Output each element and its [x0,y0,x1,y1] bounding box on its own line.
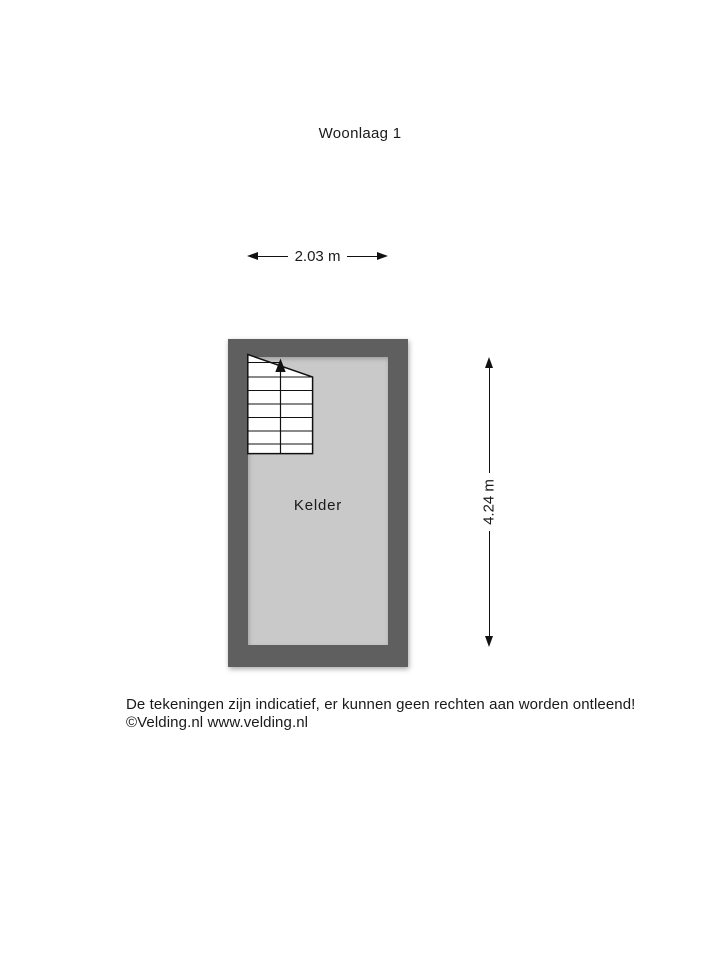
width-dimension-label: 2.03 m [294,247,341,265]
width-dimension [247,249,388,263]
staircase [247,353,314,455]
disclaimer [126,696,635,731]
height-dimension-label-wrap [481,473,497,531]
dimension-line-bottom [489,531,490,636]
arrow-up-icon [485,357,493,368]
disclaimer-line2: ©Velding.nl www.velding.nl [126,713,309,731]
arrow-down-icon [485,636,493,647]
arrow-right-icon [377,252,388,260]
height-dimension-label: 4.24 m [480,479,498,525]
dimension-line-top [489,368,490,473]
disclaimer-line1: De tekeningen zijn indicatief, er kunnen geen rechten aan worden ontleend! [126,696,636,713]
dimension-line-left [258,256,288,257]
room-label: Kelder [293,497,343,514]
arrow-left-icon [247,252,258,260]
dimension-line-right [347,256,377,257]
height-dimension [481,357,497,647]
page-title: Woonlaag 1 [318,125,402,142]
